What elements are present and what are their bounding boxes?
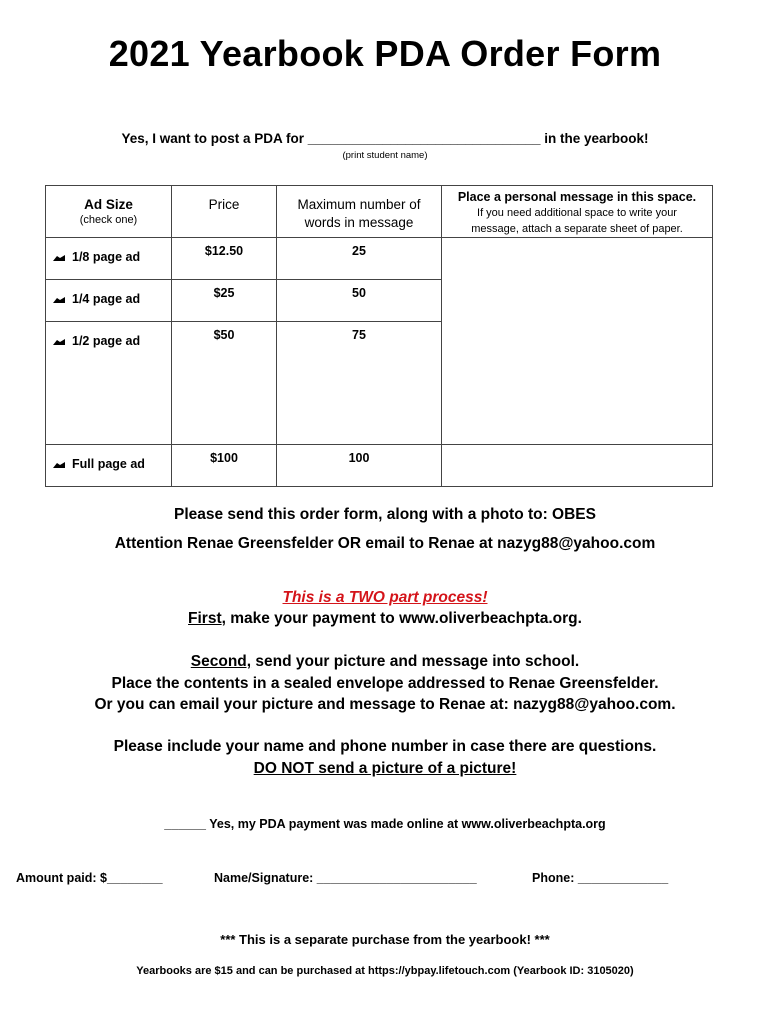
table-row xyxy=(46,238,713,280)
ad-option-full[interactable] xyxy=(46,445,172,487)
student-name-line[interactable]: Yes, I want to post a PDA for _______________________________ in the yearbook! xyxy=(121,131,649,146)
print-student-name-note: (print student name) xyxy=(342,150,428,161)
email-instruction: Or you can email your picture and message to Renae at: nazyg88@yahoo.com. xyxy=(94,696,676,713)
ad-option-quarter[interactable] xyxy=(46,280,172,322)
first-word: First xyxy=(188,610,222,627)
checkbox-icon[interactable] xyxy=(52,461,66,469)
max-words-label-2: words in message xyxy=(304,215,414,230)
ad-option-eighth[interactable] xyxy=(46,238,172,280)
checkbox-icon[interactable] xyxy=(52,338,66,346)
second-rest: send your picture and message into school. xyxy=(251,653,580,670)
ad-size-label: 1/8 page ad xyxy=(72,250,141,264)
paid-online-line[interactable]: ______ Yes, my PDA payment was made online at www.oliverbeachpta.org xyxy=(164,817,606,831)
checkbox-icon[interactable] xyxy=(52,296,66,304)
max-words-header xyxy=(277,186,442,238)
envelope-instruction: Place the contents in a sealed envelope addressed to Renae Greensfelder. xyxy=(111,675,659,692)
ad-size-label: Ad Size xyxy=(84,197,133,212)
include-contact-instruction: Please include your name and phone number in case there are questions. xyxy=(113,738,657,755)
message-title: Place a personal message in this space. xyxy=(457,190,697,204)
price-header: Price xyxy=(172,186,277,238)
first-step xyxy=(0,610,770,628)
max-words-label-1: Maximum number of xyxy=(297,197,421,212)
ad-size-label: Full page ad xyxy=(72,457,145,471)
message-header xyxy=(442,186,713,238)
yearbook-purchase-info: Yearbooks are $15 and can be purchased at https://ybpay.lifetouch.com (Yearbook ID: 3105020) xyxy=(136,965,634,977)
separate-purchase-note: *** This is a separate purchase from the yearbook! *** xyxy=(220,932,550,947)
price-cell: $12.50 xyxy=(172,238,277,280)
words-cell: 50 xyxy=(277,280,442,322)
ad-size-label: 1/2 page ad xyxy=(72,334,141,348)
ad-size-label: 1/4 page ad xyxy=(72,292,141,306)
ad-size-table xyxy=(45,185,713,487)
words-cell: 75 xyxy=(277,322,442,445)
attention-instruction: Attention Renae Greensfelder OR email to Renae at nazyg88@yahoo.com xyxy=(114,535,656,552)
two-part-warning: This is a TWO part process! xyxy=(282,589,488,606)
amount-paid-field[interactable]: Amount paid: $________ xyxy=(16,871,163,885)
form-title: 2021 Yearbook PDA Order Form xyxy=(108,33,662,74)
price-cell: $50 xyxy=(172,322,277,445)
words-cell: 100 xyxy=(277,445,442,487)
table-header-row xyxy=(46,186,713,238)
ad-size-header xyxy=(46,186,172,238)
message-note-2: message, attach a separate sheet of paper. xyxy=(471,223,683,235)
message-space-extra[interactable] xyxy=(442,445,713,487)
table-row xyxy=(46,445,713,487)
do-not-warning: DO NOT send a picture of a picture! xyxy=(253,760,517,777)
phone-field[interactable]: Phone: _____________ xyxy=(532,871,669,885)
send-instruction: Please send this order form, along with a photo to: OBES xyxy=(174,506,596,523)
check-one-label: (check one) xyxy=(79,214,138,226)
signature-field[interactable]: Name/Signature: _______________________ xyxy=(214,871,477,885)
price-cell: $25 xyxy=(172,280,277,322)
message-note-1: If you need additional space to write your xyxy=(477,207,677,219)
second-word: Second, xyxy=(190,653,252,670)
ad-option-half[interactable] xyxy=(46,322,172,445)
words-cell: 25 xyxy=(277,238,442,280)
first-rest: , make your payment to www.oliverbeachpta.org. xyxy=(221,610,582,627)
second-step xyxy=(0,653,770,671)
price-cell: $100 xyxy=(172,445,277,487)
checkbox-icon[interactable] xyxy=(52,254,66,262)
message-space[interactable] xyxy=(442,238,713,445)
